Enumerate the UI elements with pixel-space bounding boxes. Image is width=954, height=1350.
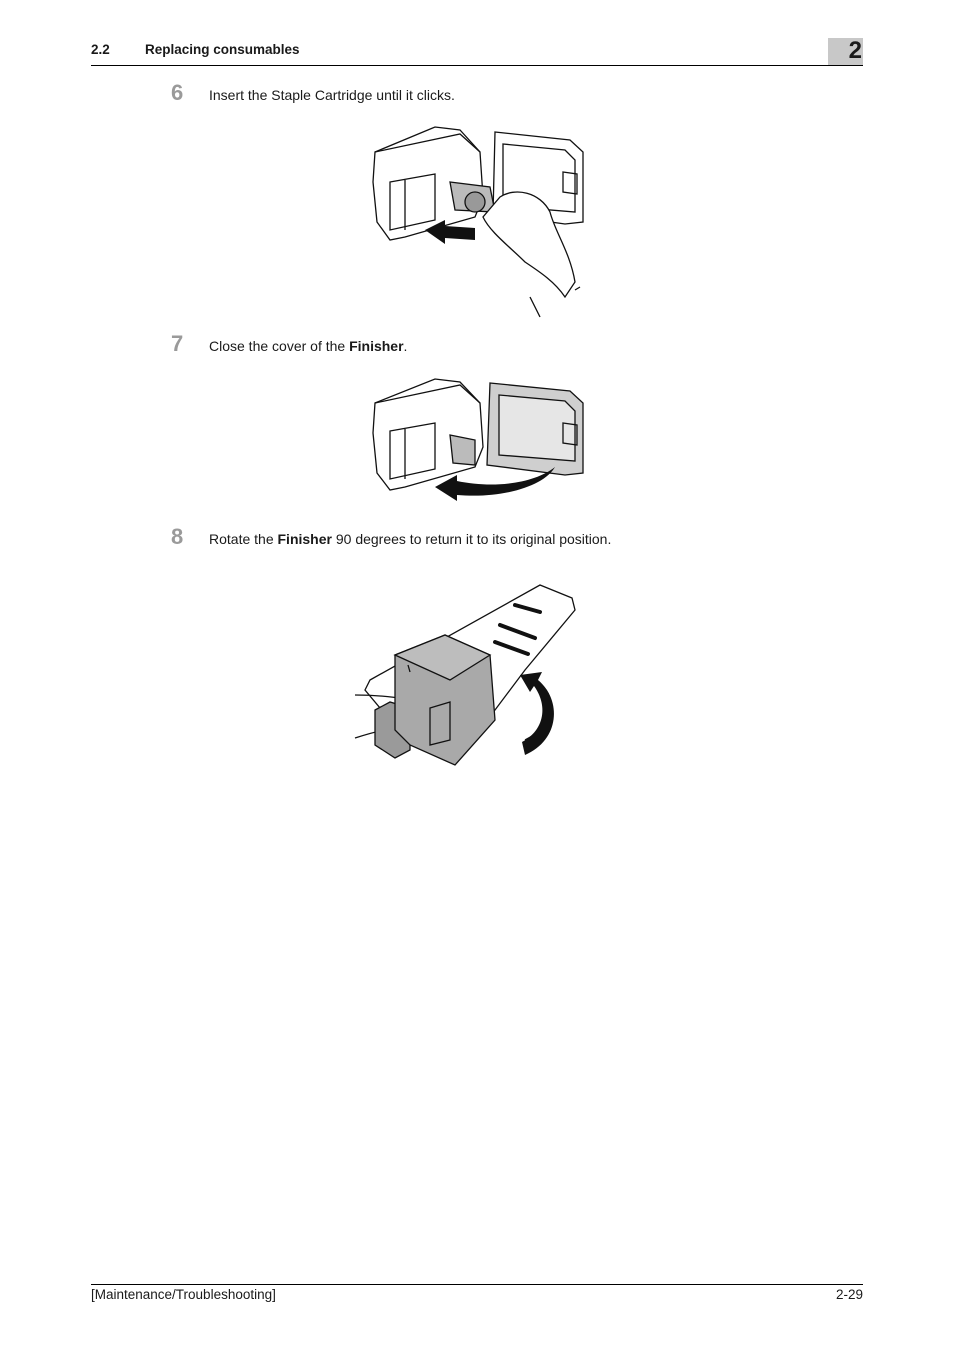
- step-7-text: [209, 338, 407, 354]
- insert-staple-cartridge-illustration: [365, 122, 590, 322]
- close-finisher-cover-illustration: [365, 375, 590, 510]
- page-number: 2-29: [835, 1287, 863, 1302]
- step-8-text-bold: Finisher: [277, 531, 332, 547]
- step-8-text: [209, 531, 611, 547]
- section-number: 2.2: [91, 42, 110, 57]
- chapter-number: 2: [848, 37, 862, 64]
- step-7-text-bold: Finisher: [349, 338, 404, 354]
- footer-rule: [91, 1284, 863, 1285]
- footer-manual-name: [Maintenance/Troubleshooting]: [91, 1287, 276, 1302]
- step-8-text-before: Rotate the: [209, 531, 278, 547]
- section-title: Replacing consumables: [145, 42, 300, 57]
- header-rule: [91, 65, 863, 66]
- step-6-text: Insert the Staple Cartridge until it clicks.: [209, 87, 455, 103]
- rotate-finisher-illustration: [350, 580, 580, 770]
- step-7-number: 7: [171, 331, 184, 356]
- step-7-text-before: Close the cover of the: [209, 338, 350, 354]
- step-6-number: 6: [171, 80, 184, 105]
- chapter-tab: [828, 38, 863, 65]
- step-8-text-after: 90 degrees to return it to its original position.: [331, 531, 612, 547]
- step-8-number: 8: [171, 524, 184, 549]
- step-7-text-after: .: [403, 338, 408, 354]
